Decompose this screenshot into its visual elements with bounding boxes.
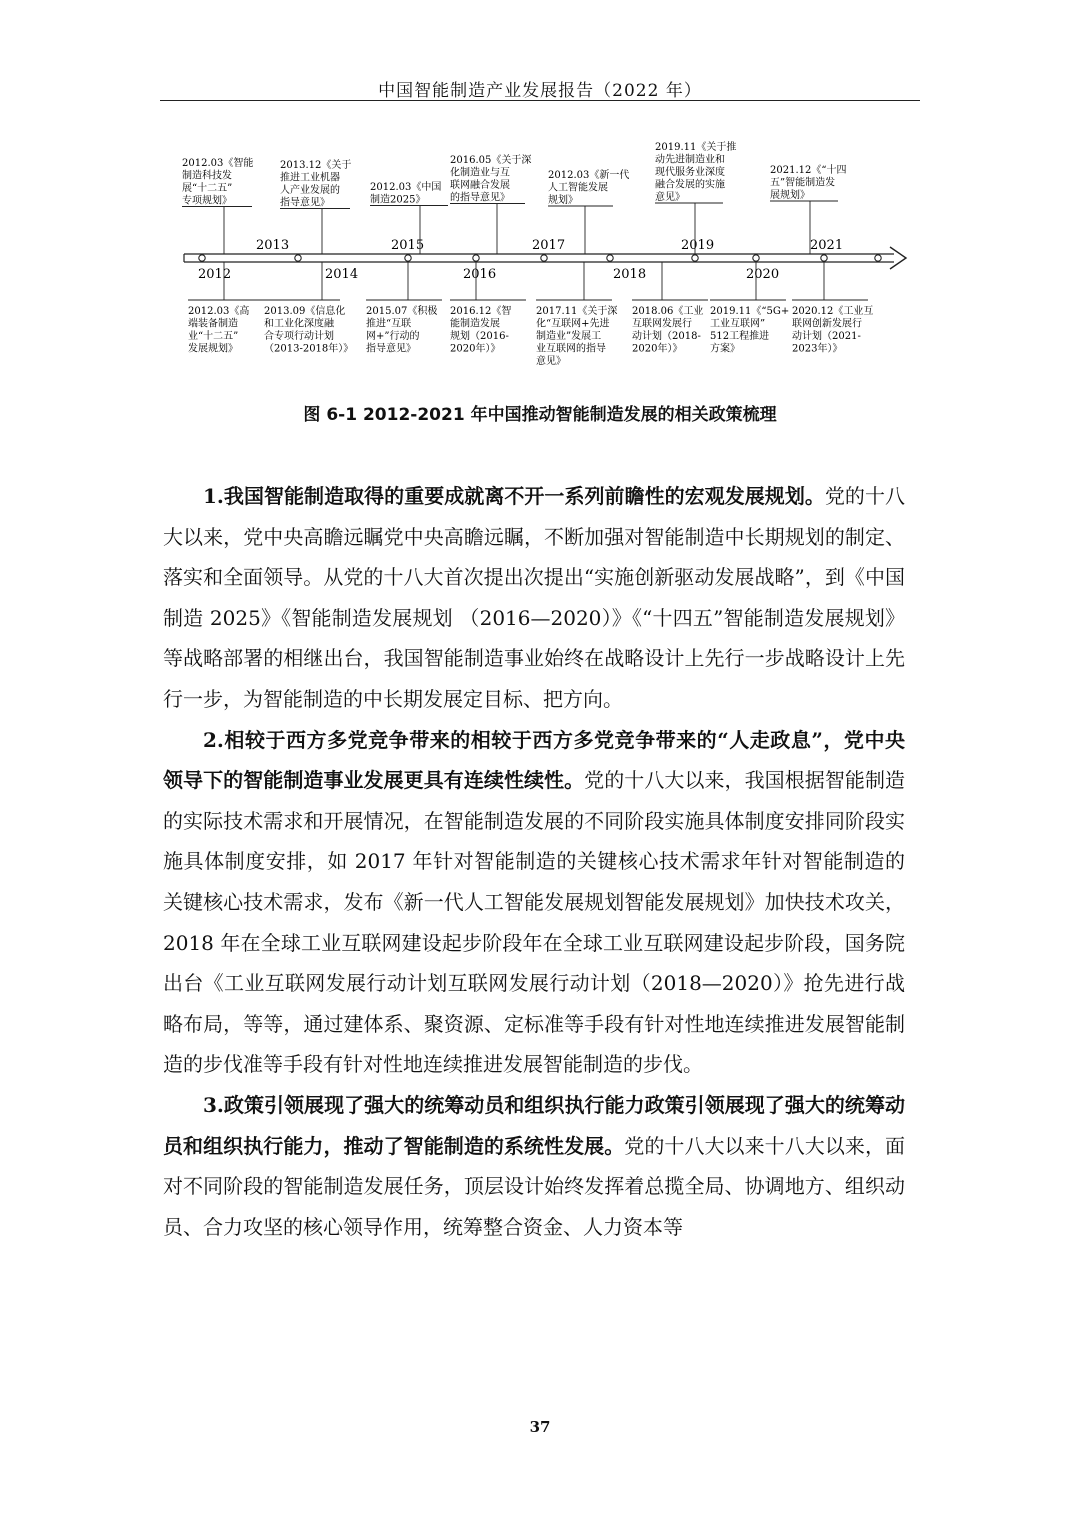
timeline-event-top	[655, 140, 736, 254]
event-text-line: 化“互联网+先进	[536, 318, 610, 330]
event-text-line: 动计划（2018-	[632, 331, 701, 342]
event-text-line: 融合发展的实施	[655, 179, 725, 191]
event-text-line: 动先进制造业和	[655, 154, 725, 166]
event-text-line: 网+”行动的	[366, 331, 420, 342]
event-text-line: 2015.07《积极	[366, 306, 438, 317]
event-text-line: 人产业发展的	[280, 185, 340, 196]
axis-node	[473, 255, 479, 261]
paragraph-3	[163, 1085, 905, 1247]
year-label: 2013	[256, 238, 290, 253]
body-text	[163, 476, 905, 1247]
year-label: 2020	[746, 267, 780, 282]
event-text-line: 展“十二五”	[182, 183, 233, 194]
event-text-line: 2012.03《高	[188, 306, 250, 317]
event-text-line: 业“十二五”	[188, 331, 239, 342]
year-label: 2015	[391, 238, 425, 253]
event-text-line: 意见》	[536, 356, 566, 367]
axis-node	[295, 255, 301, 261]
paragraph-1	[163, 476, 905, 720]
event-text-line: 联网融合发展	[450, 180, 510, 191]
axis-node	[821, 255, 827, 261]
timeline-years	[198, 238, 843, 282]
paragraph-3-lead: 3.政策引领展现了强大的统筹动员和组织执行能力政策引领展现了强大的统筹动员和组织执行能力，推动了智能制造的系统性发展。	[163, 1092, 905, 1158]
year-label: 2016	[463, 267, 497, 282]
event-text-line: 2017.11《关于深	[536, 306, 618, 317]
year-label: 2018	[613, 267, 647, 282]
event-text-line: 2020年）》	[450, 343, 501, 355]
event-text-line: 业互联网的指导	[536, 343, 606, 355]
event-text-line: 动计划（2021-	[792, 331, 861, 342]
year-label: 2012	[198, 267, 232, 282]
axis-node	[405, 255, 411, 261]
event-text-line: 2016.12《智	[450, 306, 512, 317]
paragraph-2-text: 党的十八大以来，我国根据智能制造的实际技术需求和开展情况，在智能制造发展的不同阶段实施具体制度安排同阶段实施具体制度安排，如 2017 年针对智能制造的关键核心技术需求年针对智能制造的关键核心技术需求，发布《新一代人工智能发展规划智能发展规划》加快技术攻关，2018 年在全球工业互联网建设起步阶段年在全球工业互联网建设起步阶段，国务院出台《工业互联网发展行动计划互联网发展行动计划（2018—2020）》抢先进行战略布局，等等，通过建体系、聚资源、定标准等手段有针对性地连续推进发展智能制造的步伐准等手段有针对性地连续推进发展智能制造的步伐。	[163, 768, 906, 1077]
event-text-line: 2023年）》	[792, 343, 843, 355]
event-text-line: 2020.12《工业互	[792, 306, 874, 317]
event-text-line: 合专项行动计划	[264, 331, 334, 342]
paragraph-2-lead: 2.相较于西方多党竞争带来的相较于西方多党竞争带来的“人走政息”，党中央领导下的智能制造事业发展更具有连续性续性。	[163, 727, 905, 793]
event-text-line: 发展规划》	[188, 343, 238, 355]
timeline-event-top	[280, 159, 351, 254]
event-text-line: 能制造发展	[450, 318, 500, 330]
event-text-line: 2013.12《关于	[280, 160, 352, 171]
figure-caption: 图 6-1 2012-2021 年中国推动智能制造发展的相关政策梳理	[303, 405, 777, 425]
event-text-line: 512工程推进	[710, 331, 770, 342]
event-text-line: 2019.11《关于推	[655, 142, 737, 153]
event-text-line: 方案》	[710, 343, 740, 355]
event-text-line: 规划（2016-	[450, 331, 509, 342]
event-text-line: 2012.03《智能	[182, 158, 254, 169]
event-text-line: 推进“互联	[366, 318, 412, 330]
event-text-line: 2018.06《工业	[632, 306, 704, 317]
timeline-top-events	[182, 140, 846, 254]
year-label: 2021	[810, 238, 844, 253]
timeline-event-top	[182, 156, 253, 254]
event-text-line: 制造2025》	[370, 194, 426, 206]
event-text-line: 制造业”发展工	[536, 331, 602, 342]
axis-arrow-head	[890, 247, 906, 269]
event-text-line: 现代服务业深度	[655, 167, 725, 178]
axis-node	[753, 255, 759, 261]
header-rule	[160, 100, 920, 101]
timeline-event-bottom	[792, 262, 873, 355]
event-text-line: （2013-2018年）》	[264, 343, 354, 355]
page-header: 中国智能制造产业发展报告（2022 年）	[378, 81, 702, 101]
axis-node	[199, 255, 205, 261]
event-text-line: 2016.05《关于深	[450, 155, 532, 166]
paragraph-1-text: 党的十八大以来，党中央高瞻远瞩党中央高瞻远瞩，不断加强对智能制造中长期规划的制定、落实和全面领导。从党的十八大首次提出次提出“实施创新驱动发展战略”，到《中国制造 2025》《智能制造发展规划 （2016—2020）》《“十四五”智能制造发展规划》等战略部署的相继出台，我国智能制造事业始终在战略设计上先行一步战略设计上先行一步，为智能制造的中长期发展定目标、把方向。	[163, 484, 905, 711]
event-text-line: 意见》	[655, 192, 685, 203]
event-text-line: 五”智能制造发	[770, 177, 836, 189]
event-text-line: 2020年）》	[632, 343, 683, 355]
event-text-line: 人工智能发展	[548, 182, 608, 194]
event-text-line: 专项规划》	[182, 195, 232, 207]
event-text-line: 互联网发展行	[632, 318, 692, 330]
event-text-line: 指导意见》	[366, 343, 416, 355]
event-text-line: 规划》	[548, 195, 578, 206]
event-text-line: 端装备制造	[188, 318, 238, 330]
event-text-line: 2021.12《“十四	[770, 165, 847, 176]
timeline-event-bottom	[366, 262, 442, 355]
event-text-line: 的指导意见》	[450, 192, 510, 204]
axis-node	[541, 255, 547, 261]
event-text-line: 工业互联网”	[710, 318, 766, 330]
event-text-line: 展规划》	[770, 190, 810, 201]
event-text-line: 2013.09《信息化	[264, 306, 346, 317]
paragraph-2	[163, 720, 905, 1085]
paragraph-3-text: 党的十八大以来十八大以来，面对不同阶段的智能制造发展任务，顶层设计始终发挥着总揽全局、协调地方、组织动员、合力攻坚的核心领导作用，统筹整合资金、人力资本等	[163, 1133, 906, 1239]
paragraph-1-lead: 1.我国智能制造取得的重要成就离不开一系列前瞻性的宏观发展规划。	[203, 484, 825, 508]
year-label: 2017	[532, 238, 566, 253]
axis-node	[875, 255, 881, 261]
policy-timeline	[180, 140, 908, 376]
page-number: 37	[529, 1418, 551, 1436]
year-label: 2019	[681, 238, 715, 253]
timeline-event-bottom	[536, 262, 617, 367]
event-text-line: 联网创新发展行	[792, 318, 862, 330]
event-text-line: 2012.03《新一代	[548, 170, 630, 181]
event-text-line: 化制造业与互	[450, 167, 510, 179]
event-text-line: 制造科技发	[182, 170, 232, 182]
event-text-line: 2012.03《中国	[370, 182, 442, 193]
year-label: 2014	[325, 267, 359, 282]
event-text-line: 指导意见》	[280, 197, 330, 209]
timeline-event-top	[450, 154, 531, 254]
axis-node	[692, 255, 698, 261]
event-text-line: 2019.11《“5G+	[710, 306, 790, 317]
axis-node	[607, 255, 613, 261]
event-text-line: 推进工业机器	[280, 172, 340, 184]
event-text-line: 和工业化深度融	[264, 318, 334, 330]
